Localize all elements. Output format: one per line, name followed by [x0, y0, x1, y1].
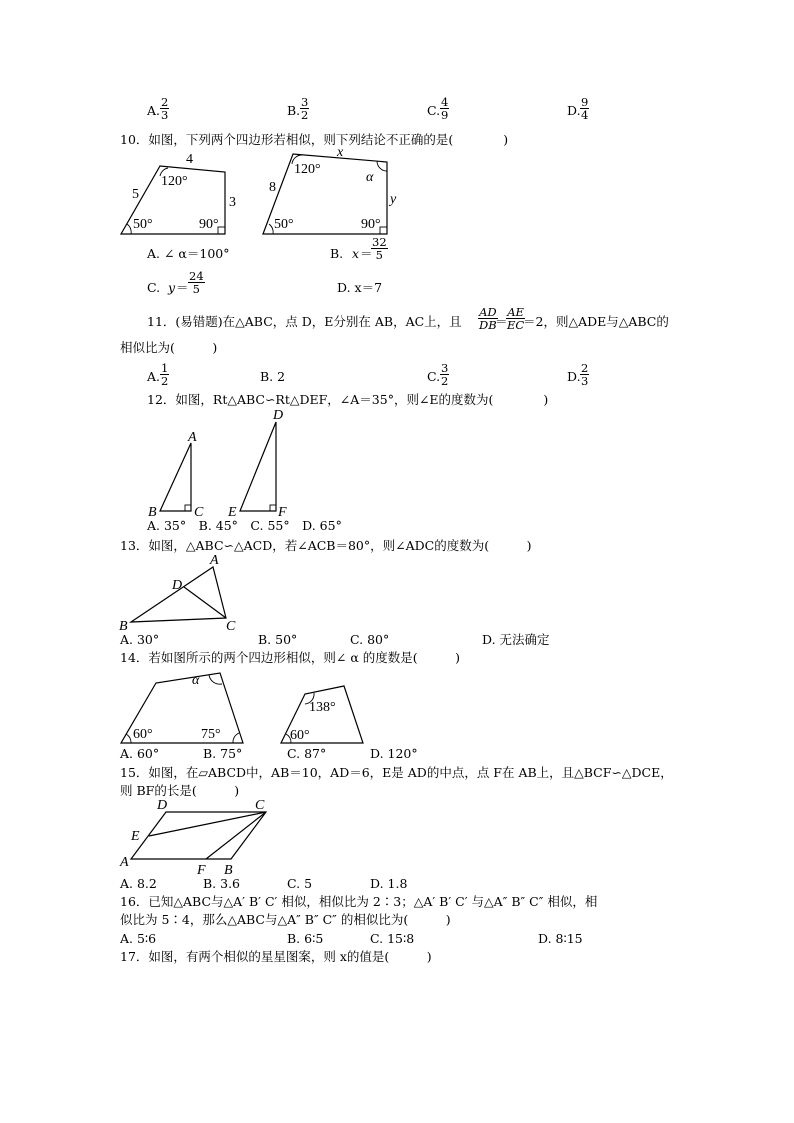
q12-stem: 12．如图，Rt△ABC∽Rt△DEF，∠A＝35°，则∠E的度数为( ) [147, 392, 549, 407]
q10-option-b-var: x [352, 246, 360, 261]
q14-stem: 14．若如图所示的两个四边形相似，则∠ α 的度数是( ) [120, 650, 461, 665]
q14-fig1-angle-75: 75° [201, 727, 221, 742]
q12-label-d: D [273, 408, 284, 423]
q14-option-b: B. 75° [203, 746, 243, 761]
q10-fig1-angle-120: 120° [161, 174, 188, 189]
q15-parallelogram [118, 796, 278, 878]
q10-quad-2 [260, 145, 420, 240]
q10-fig2-angle-50: 50° [274, 217, 294, 232]
q15-label-c: C [255, 798, 265, 813]
q15-label-e: E [131, 829, 140, 844]
q9-option-d-fraction: $\frac{9}{4}$ [581, 95, 589, 122]
q9-option-c-letter: C. [427, 103, 441, 118]
q10-fig2-right-side: y [390, 192, 397, 207]
q11-option-a-fraction: $\frac{1}{2}$ [161, 361, 169, 388]
q16-option-d: D. 8∶15 [538, 931, 583, 946]
q15-label-b: B [224, 863, 233, 878]
q13-label-c: C [226, 619, 236, 634]
q13-option-d: D. 无法确定 [482, 632, 550, 647]
q10-fig2-alpha: α [366, 170, 374, 185]
q10-stem: 10．如图，下列两个四边形若相似，则下列结论不正确的是( ) [120, 132, 509, 147]
q11-option-a-letter: A. [147, 369, 161, 384]
q16-option-c: C. 15∶8 [370, 931, 415, 946]
q15-label-d: D [157, 798, 168, 813]
q10-option-b-fraction: $\frac{32}{5}$ [372, 235, 387, 262]
q10-option-b-prefix: B. [330, 246, 344, 261]
q10-quad-1 [118, 150, 248, 240]
q10-fig2-angle-120: 120° [294, 162, 321, 177]
q11-fraction-ae-ec: $\frac{AE}{EC}$ [507, 305, 525, 332]
q9-option-d-letter: D. [567, 103, 581, 118]
q16-option-b: B. 6∶5 [287, 931, 324, 946]
q12-label-b: B [148, 505, 157, 520]
q11-eq1: ＝ [495, 314, 508, 329]
q10-fig1-angle-90: 90° [199, 217, 219, 232]
q10-fig1-right-side: 3 [229, 195, 236, 210]
q15-label-f: F [197, 863, 206, 878]
q11-option-c-letter: C. [427, 369, 441, 384]
q13-triangle-figure [118, 552, 258, 634]
q9-option-a-fraction: $\frac{2}{3}$ [161, 95, 169, 122]
q17-stem: 17．如图，有两个相似的星星图案，则 x的值是( ) [120, 949, 432, 964]
q16-stem: 16．已知△ABC与△A′ B′ C′ 相似，相似比为 2∶3；△A′ B′ C′ 与△A″ B″ C″ 相似，相 [120, 894, 598, 909]
q14-quad-1 [118, 665, 258, 747]
q13-stem: 13．如图，△ABC∽△ACD，若∠ACB＝80°，则∠ADC的度数为( ) [120, 538, 532, 553]
q14-fig1-alpha: α [192, 673, 200, 688]
q10-option-c-eq: ＝ [176, 280, 189, 295]
q12-right-triangles [146, 410, 306, 520]
q13-option-b: B. 50° [258, 632, 298, 647]
q16-stem-line2: 似比为 5∶4，那么△ABC与△A″ B″ C″ 的相似比为( ) [120, 912, 451, 927]
q11-stem-post: ＝2，则△ADE与△ABC的 [523, 314, 669, 329]
q13-option-c: C. 80° [350, 632, 390, 647]
q15-option-b: B. 3.6 [203, 876, 241, 891]
q15-stem-line2: 则 BF的长是( ) [120, 783, 240, 798]
q11-option-b: B. 2 [260, 369, 286, 384]
q15-option-c: C. 5 [287, 876, 313, 891]
q12-label-c: C [194, 505, 204, 520]
q12-label-e: E [228, 505, 237, 520]
q15-option-d: D. 1.8 [370, 876, 408, 891]
q9-option-b-fraction: $\frac{3}{2}$ [301, 95, 309, 122]
q11-option-c-fraction: $\frac{3}{2}$ [441, 361, 449, 388]
q12-options: A. 35° B. 45° C. 55° D. 65° [147, 518, 342, 533]
q13-label-a: A [210, 553, 219, 568]
q10-option-d: D. x＝7 [337, 280, 383, 295]
q11-option-d-letter: D. [567, 369, 581, 384]
q10-fig1-left-side: 5 [132, 187, 139, 202]
q14-fig2-angle-60: 60° [290, 728, 310, 743]
q10-option-c-var: y [168, 280, 176, 295]
q10-option-c-fraction: $\frac{24}{5}$ [189, 269, 204, 296]
q14-option-d: D. 120° [370, 746, 418, 761]
q9-option-b-letter: B. [287, 103, 301, 118]
q14-fig1-angle-60: 60° [133, 727, 153, 742]
q9-option-c-fraction: $\frac{4}{9}$ [441, 95, 449, 122]
q14-option-a: A. 60° [120, 746, 160, 761]
q14-quad-2 [278, 682, 378, 748]
q14-fig2-angle-138: 138° [309, 700, 336, 715]
q14-option-c: C. 87° [287, 746, 327, 761]
q11-option-d-fraction: $\frac{2}{3}$ [581, 361, 589, 388]
q10-fig1-top-side: 4 [186, 152, 193, 167]
q10-fig1-angle-50: 50° [133, 217, 153, 232]
q10-option-b-eq: ＝ [360, 246, 373, 261]
q11-fraction-ad-db: $\frac{AD}{DB}$ [479, 305, 497, 332]
q15-option-a: A. 8.2 [120, 876, 157, 891]
q9-option-a-letter: A. [147, 103, 161, 118]
q13-label-d: D [172, 578, 183, 593]
q10-fig2-left-side: 8 [269, 180, 276, 195]
q10-option-c-prefix: C. [147, 280, 161, 295]
q15-label-a: A [120, 855, 129, 870]
q12-label-a: A [188, 430, 197, 445]
q11-stem-pre: 11．(易错题)在△ABC，点 D，E分别在 AB，AC上，且 [147, 314, 462, 329]
q11-stem-line2: 相似比为( ) [120, 340, 218, 355]
q10-option-a: A. ∠ α＝100° [147, 246, 230, 261]
q10-fig2-top-side: x [337, 145, 344, 160]
q15-stem: 15．如图，在▱ABCD中，AB＝10，AD＝6，E是 AD的中点，点 F在 AB上，且△BCF∽△DCE， [120, 765, 673, 780]
q12-label-f: F [278, 505, 287, 520]
q13-option-a: A. 30° [120, 632, 160, 647]
q10-fig2-angle-90: 90° [361, 217, 381, 232]
q13-label-b: B [119, 619, 128, 634]
q16-option-a: A. 5∶6 [120, 931, 157, 946]
